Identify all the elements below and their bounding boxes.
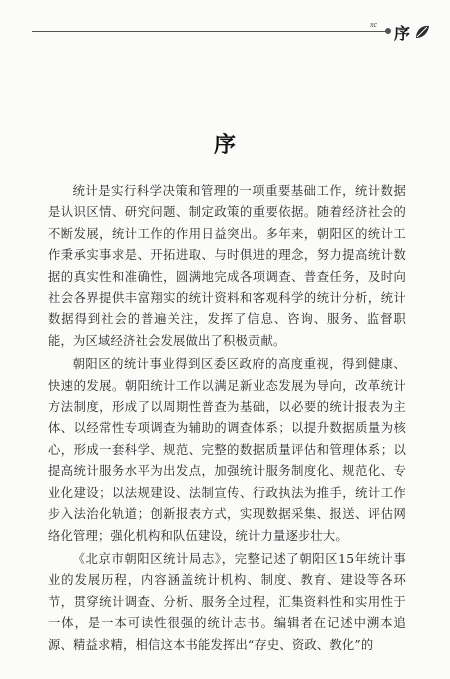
page-title: 序	[213, 133, 236, 158]
body-text	[48, 181, 406, 658]
paragraph: 朝阳区的统计事业得到区委区政府的高度重视，得到健康、快速的发展。朝阳统计工作以满足新业态发展为导向，改革统计方法制度，形成了以周期性普查为基础，以必要的统计报表为主体、以经常性专项调查为辅助的调查体系；以提升数据质量为核心，形成一套科学、规范、完整的数据质量评估和管理体系；以提高统计服务水平为出发点，加强统计服务制度化、规范化、专业化建设；以法规建设、法制宣传、行政执法为推手，统计工作步入法治化轨道；创新报表方式，实现数据采集、报送、评估网络化管理；强化机构和队伍建设，统计力量逐步壮大。	[48, 357, 406, 543]
running-header	[0, 20, 450, 44]
header-rule	[32, 31, 390, 32]
header-section-title: 序	[394, 24, 411, 43]
page-number: xc	[370, 20, 378, 29]
paragraph: 《北京市朝阳区统计局志》，完整记述了朝阳区15年统计事业的发展历程，内容涵盖统计机构、制度、教育、建设等各环节，贯穿统计调查、分析、服务全过程，汇集资料性和实用性于一体，是一本可读性很强的统计志书。编辑者在记述中溯本追源、精益求精，相信这本书能发挥出“存史、资政、教化”的	[48, 551, 406, 652]
leaf-icon	[414, 24, 430, 40]
paragraph: 统计是实行科学决策和管理的一项重要基础工作，统计数据是认识区情、研究问题、制定政策的重要依据。随着经济社会的不断发展，统计工作的作用日益突出。多年来，朝阳区的统计工作秉承实事求是、开拓进取、与时俱进的理念，努力提高统计数据的真实性和准确性，圆满地完成各项调查、普查任务，及时向社会各界提供丰富翔实的统计资料和客观科学的统计分析，统计数据得到社会的普遍关注，发挥了信息、咨询、服务、监督职能，为区域经济社会发展做出了积极贡献。	[48, 184, 406, 348]
header-rule-dot	[385, 28, 391, 34]
